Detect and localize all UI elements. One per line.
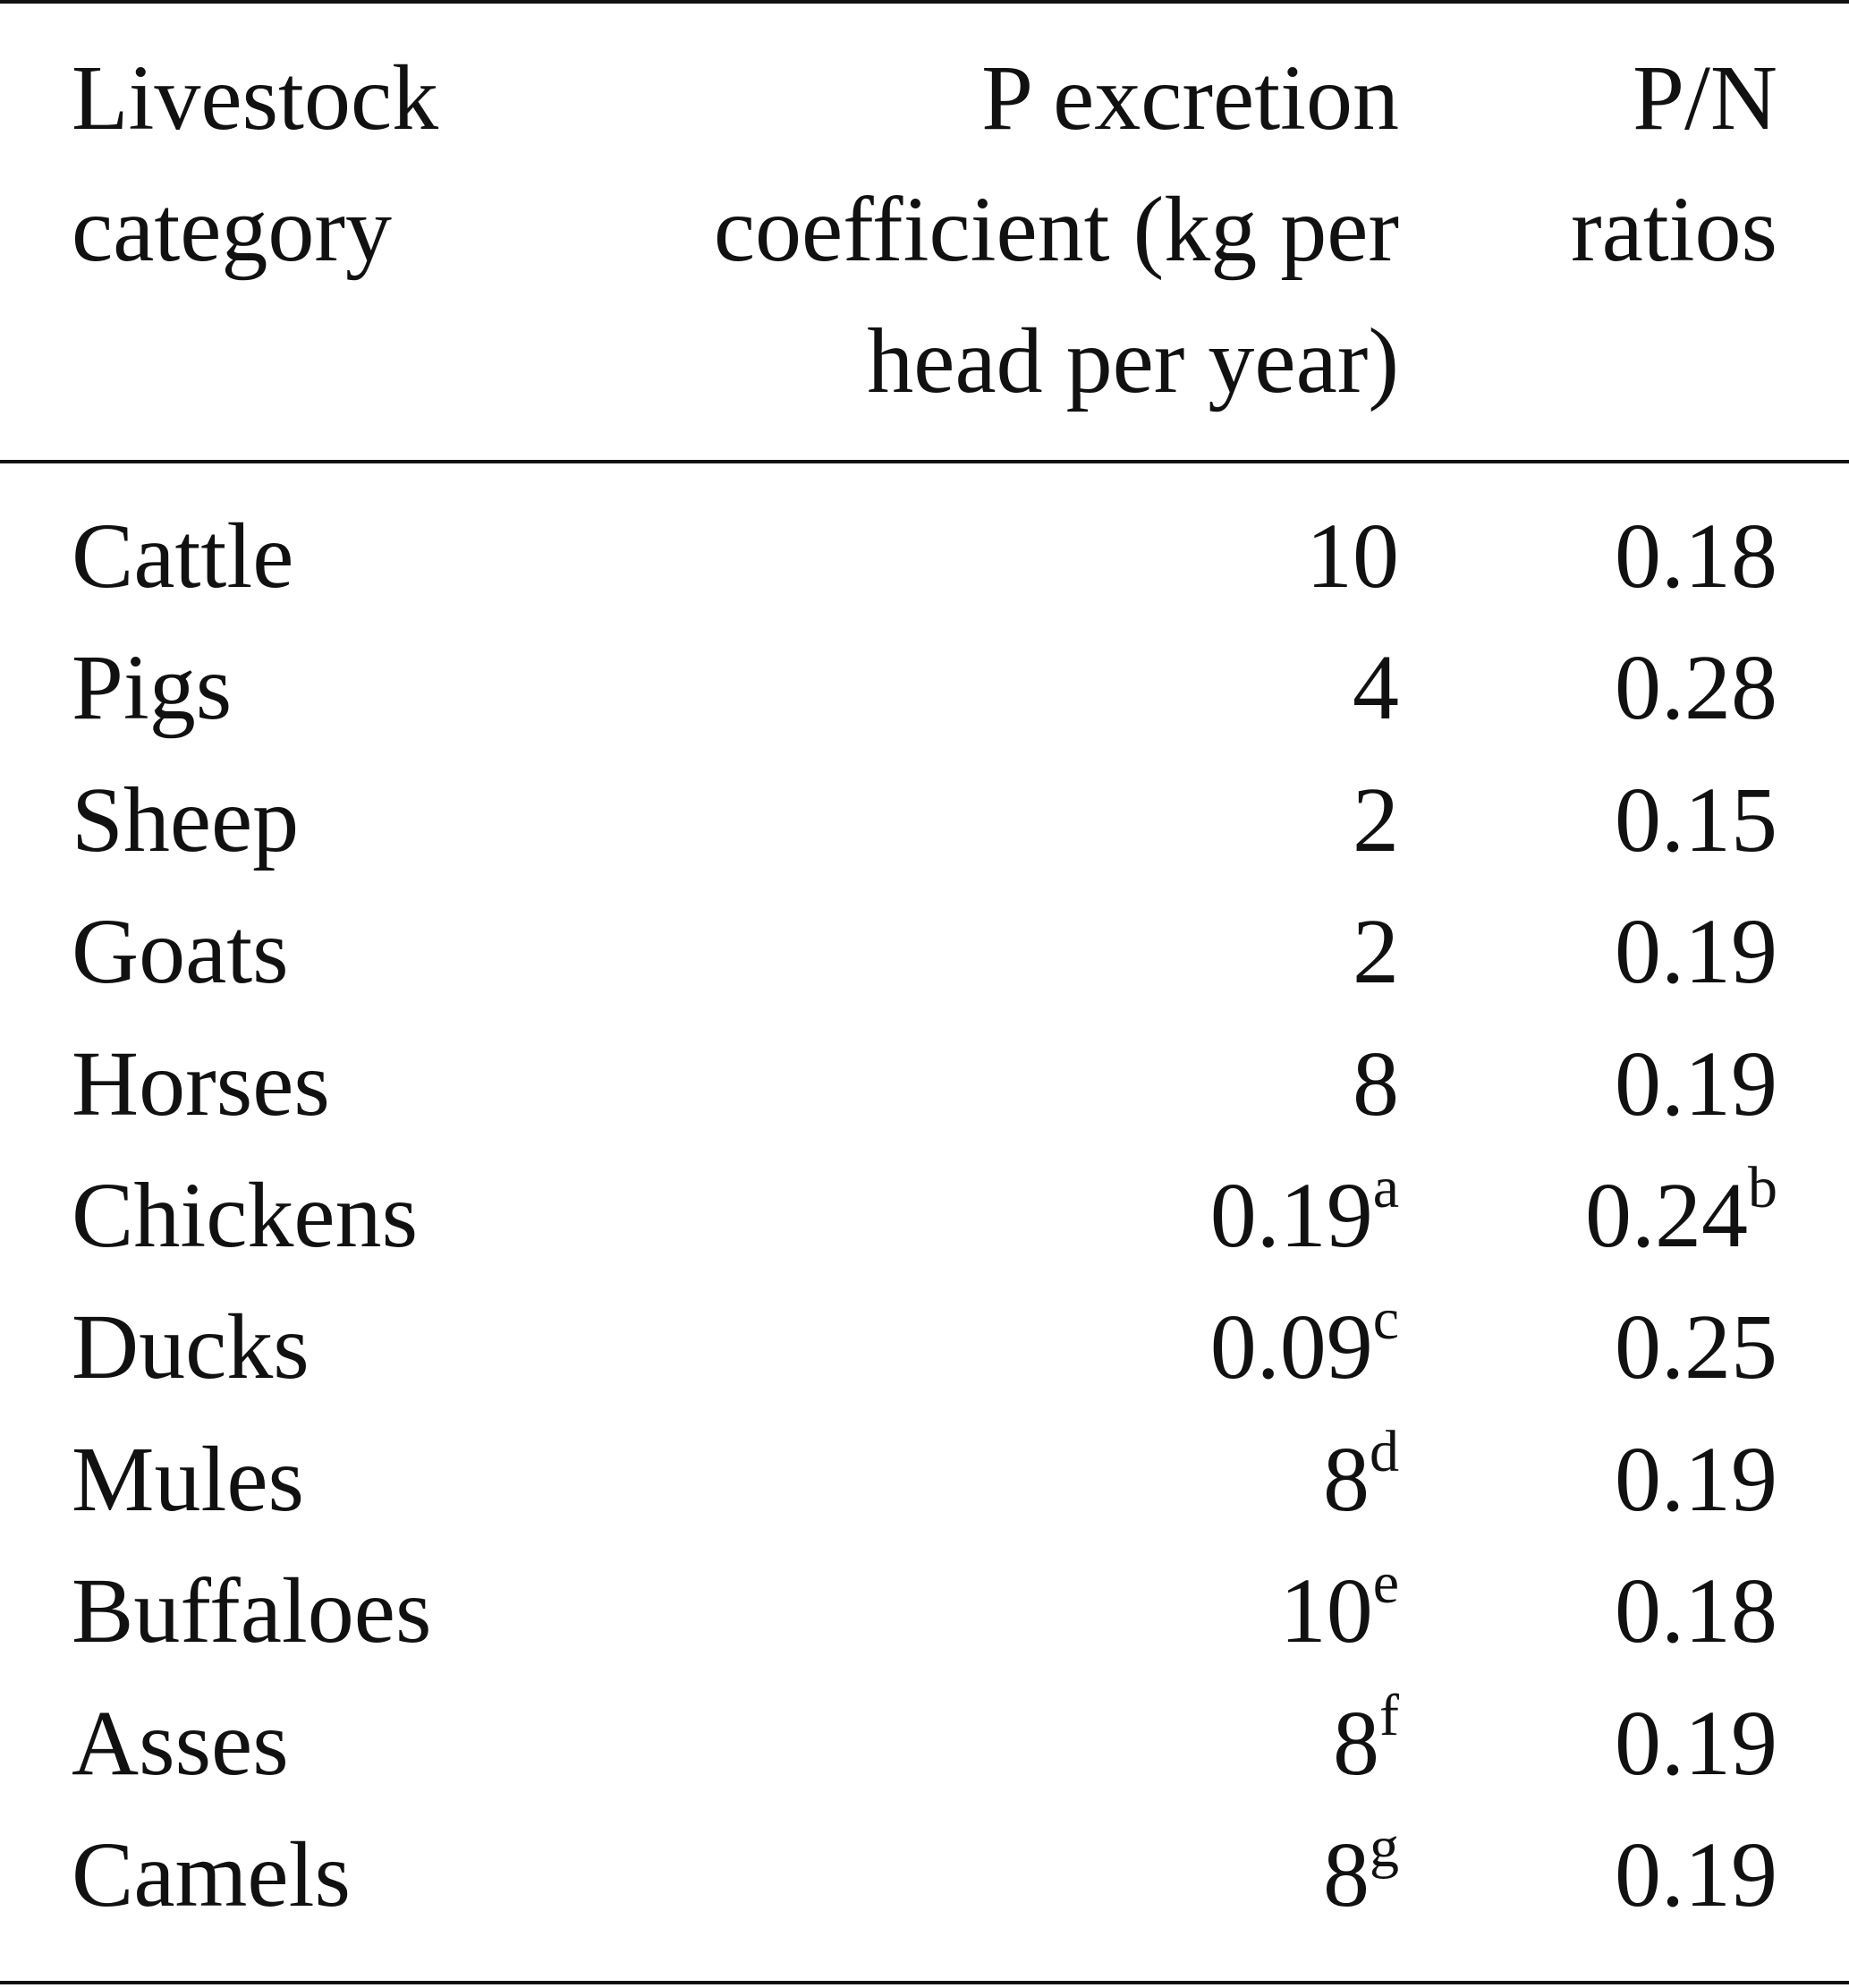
cell-p-excretion	[1280, 1545, 1399, 1677]
header-p-excretion-line: P excretion	[981, 47, 1399, 149]
footnote-marker: f	[1379, 1683, 1399, 1749]
cell-pn-ratio-value: 0.24	[1585, 1164, 1748, 1267]
header-p-excretion-line: head per year)	[867, 310, 1399, 412]
cell-p-excretion-value: 2	[1353, 900, 1399, 1003]
footnote-marker: d	[1370, 1419, 1399, 1485]
header-pn-ratio-line: P/N	[1633, 47, 1777, 149]
cell-pn-ratio-value: 0.15	[1615, 769, 1777, 871]
cell-p-excretion-value: 10	[1279, 1559, 1373, 1662]
cell-pn-ratio	[1615, 622, 1777, 753]
cell-category: Ducks	[72, 1296, 310, 1398]
header-p-excretion	[714, 32, 1399, 427]
cell-p-excretion-value: 4	[1353, 636, 1399, 739]
cell-category: Chickens	[72, 1164, 419, 1267]
cell-p-excretion-value: 8	[1333, 1692, 1380, 1795]
cell-p-excretion-value: 8	[1353, 1032, 1399, 1135]
cell-pn-ratio	[1615, 1678, 1777, 1809]
cell-category: Camels	[72, 1823, 351, 1926]
footnote-marker: g	[1370, 1814, 1399, 1881]
cell-pn-ratio	[1615, 886, 1777, 1017]
cell-p-excretion	[1306, 490, 1399, 622]
cell-pn-ratio-value: 0.19	[1615, 1692, 1777, 1795]
cell-pn-ratio-value: 0.19	[1615, 1428, 1777, 1531]
header-pn-ratio	[1571, 32, 1777, 295]
cell-pn-ratio-value: 0.18	[1615, 1559, 1777, 1662]
cell-p-excretion-value: 2	[1353, 769, 1399, 871]
header-category-line: category	[72, 178, 393, 281]
cell-category: Cattle	[72, 505, 294, 607]
cell-p-excretion	[1210, 1281, 1399, 1413]
cell-pn-ratio-value: 0.19	[1615, 1032, 1777, 1135]
cell-p-excretion	[1353, 754, 1399, 886]
cell-p-excretion-value: 8	[1323, 1428, 1370, 1531]
cell-category: Mules	[72, 1428, 304, 1531]
footnote-marker: e	[1372, 1550, 1399, 1617]
cell-p-excretion-value: 0.19	[1209, 1164, 1373, 1267]
cell-pn-ratio	[1615, 1414, 1777, 1545]
cell-category: Sheep	[72, 769, 300, 871]
cell-p-excretion	[1323, 1809, 1399, 1941]
header-pn-ratio-line: ratios	[1570, 178, 1777, 281]
cell-pn-ratio	[1615, 490, 1777, 622]
cell-category: Horses	[72, 1032, 330, 1135]
cell-pn-ratio-value: 0.18	[1615, 505, 1777, 607]
footnote-marker: b	[1748, 1155, 1777, 1221]
header-p-excretion-line: coefficient (kg per	[713, 178, 1399, 281]
cell-p-excretion	[1353, 886, 1399, 1017]
header-rule	[0, 460, 1849, 463]
cell-p-excretion	[1353, 1018, 1399, 1150]
cell-p-excretion	[1353, 622, 1399, 753]
cell-pn-ratio	[1615, 754, 1777, 886]
cell-pn-ratio	[1615, 1545, 1777, 1677]
cell-pn-ratio	[1615, 1809, 1777, 1941]
footnote-marker: a	[1372, 1155, 1399, 1221]
cell-p-excretion-value: 8	[1323, 1823, 1370, 1926]
cell-pn-ratio-value: 0.19	[1615, 1823, 1777, 1926]
cell-pn-ratio	[1585, 1150, 1777, 1281]
cell-p-excretion	[1210, 1150, 1399, 1281]
cell-p-excretion-value: 0.09	[1209, 1296, 1373, 1398]
header-category-line: Livestock	[72, 47, 439, 149]
cell-category: Goats	[72, 900, 289, 1003]
cell-pn-ratio-value: 0.25	[1615, 1296, 1777, 1398]
table-bottom-rule	[0, 1981, 1849, 1984]
cell-pn-ratio	[1615, 1281, 1777, 1413]
cell-pn-ratio	[1615, 1018, 1777, 1150]
cell-category: Asses	[72, 1692, 289, 1795]
footnote-marker: c	[1372, 1287, 1399, 1353]
table-top-rule	[0, 0, 1849, 4]
cell-category: Buffaloes	[72, 1559, 432, 1662]
cell-pn-ratio-value: 0.28	[1615, 636, 1777, 739]
header-category	[72, 32, 438, 295]
cell-p-excretion-value: 10	[1306, 505, 1399, 607]
cell-pn-ratio-value: 0.19	[1615, 900, 1777, 1003]
cell-p-excretion	[1323, 1414, 1399, 1545]
cell-category: Pigs	[72, 636, 233, 739]
cell-p-excretion	[1333, 1678, 1399, 1809]
